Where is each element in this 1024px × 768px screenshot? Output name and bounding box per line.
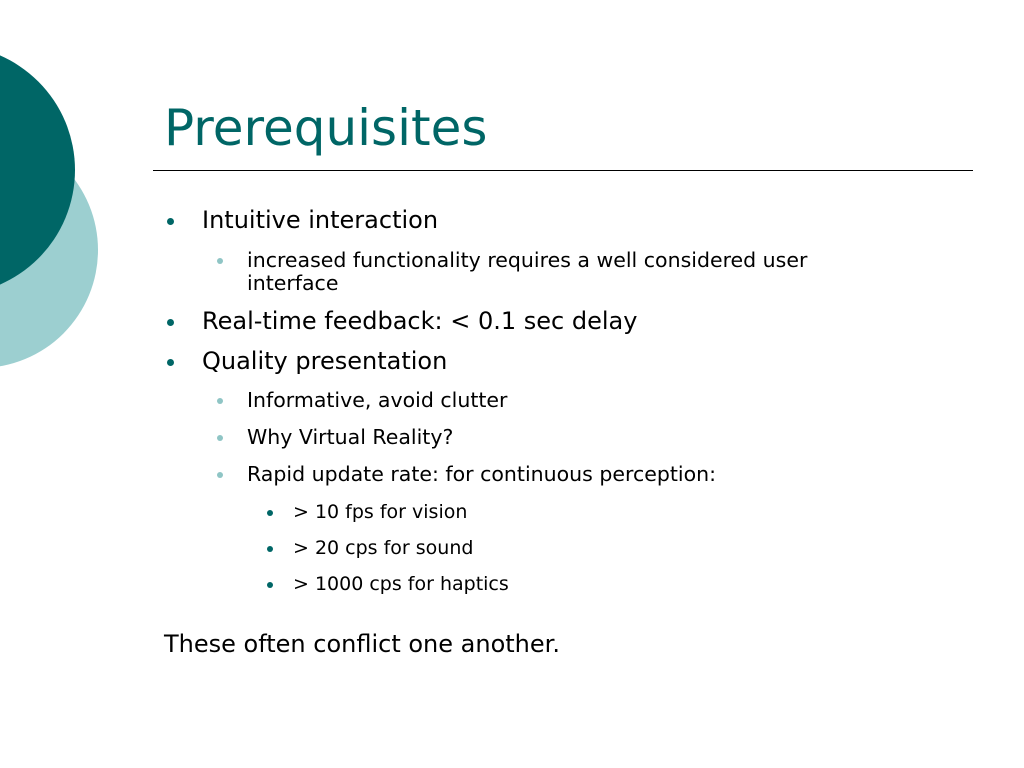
bullet-text: Rapid update rate: for continuous perception:	[247, 462, 717, 486]
sub-bullet-informative	[247, 389, 507, 412]
sub-bullet-rapid-update	[247, 463, 716, 486]
bullet-real-time-feedback	[202, 307, 637, 335]
bullet-text: Why Virtual Reality?	[247, 425, 454, 449]
bullet-dot-icon	[267, 546, 273, 552]
bullet-dot-icon	[167, 319, 174, 326]
bullet-dot-icon	[267, 510, 273, 516]
bullet-text-line1: increased functionality requires a well considered user	[247, 248, 808, 272]
bullet-text-line2: interface	[247, 271, 339, 295]
bullet-text: Quality presentation	[202, 347, 448, 375]
decorative-circles	[0, 0, 120, 420]
bullet-text: Informative, avoid clutter	[247, 388, 508, 412]
bullet-dot-icon	[217, 398, 223, 404]
bullet-text: > 20 cps for sound	[293, 537, 474, 559]
bullet-text: Real-time feedback: < 0.1 sec delay	[202, 307, 638, 335]
bullet-dot-icon	[217, 258, 223, 264]
bullet-dot-icon	[167, 218, 174, 225]
bullet-dot-icon	[217, 435, 223, 441]
sub-bullet-increased-functionality	[247, 249, 807, 295]
sub-sub-bullet-vision	[293, 501, 467, 523]
bullet-intuitive-interaction	[202, 206, 438, 234]
bullet-text: Intuitive interaction	[202, 206, 439, 234]
title-divider	[153, 170, 973, 171]
bullet-quality-presentation	[202, 347, 447, 375]
bullet-dot-icon	[267, 582, 273, 588]
sub-sub-bullet-sound	[293, 537, 473, 559]
slide-title: Prerequisites	[164, 99, 488, 157]
conclusion-text: These often conflict one another.	[164, 630, 560, 658]
bullet-text: > 1000 cps for haptics	[293, 573, 509, 595]
bullet-text: > 10 fps for vision	[293, 501, 468, 523]
sub-bullet-why-vr	[247, 426, 453, 449]
bullet-dot-icon	[167, 359, 174, 366]
sub-sub-bullet-haptics	[293, 573, 509, 595]
bullet-dot-icon	[217, 472, 223, 478]
